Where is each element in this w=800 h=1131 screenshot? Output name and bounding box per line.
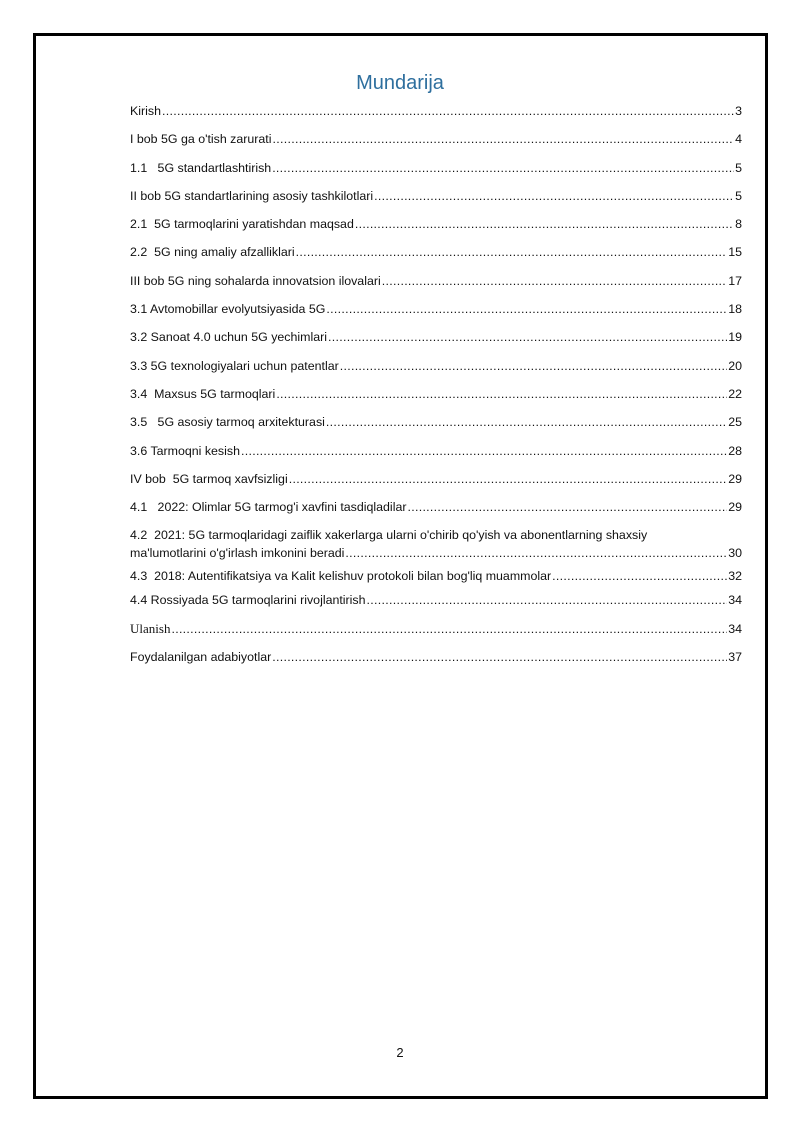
- toc-entry-3-3[interactable]: [130, 356, 742, 384]
- toc-entry-4-3[interactable]: [130, 561, 742, 590]
- page-number: 2: [396, 1045, 404, 1060]
- toc-entry-3-5[interactable]: [130, 412, 742, 440]
- toc-entry-3-6[interactable]: [130, 441, 742, 469]
- toc-entry-page: 18: [728, 302, 742, 317]
- dot-leader: [273, 131, 735, 147]
- toc-entry-label: 1.1 5G standartlashtirish: [130, 160, 272, 175]
- toc-entry-label-line2: ma'lumotlarini o'g'irlash imkonini beradi: [130, 546, 345, 561]
- toc-entry-page: 29: [728, 471, 742, 486]
- toc-entry-page: 4: [735, 132, 742, 147]
- toc-entry-label: 3.4 Maxsus 5G tarmoqlari: [130, 386, 276, 401]
- toc-entry-page: 37: [728, 650, 742, 665]
- toc-entry-adabiyotlar[interactable]: [130, 647, 742, 675]
- toc-entry-page: 25: [728, 415, 742, 430]
- toc-entry-4-1[interactable]: [130, 497, 742, 525]
- dot-leader: [374, 188, 734, 204]
- toc-entry-page: 5: [735, 188, 742, 203]
- toc-entry-label: III bob 5G ning sohalarda innovatsion ilovalari: [130, 273, 381, 288]
- toc-entry-chapter-3[interactable]: [130, 271, 742, 299]
- toc-entry-page: 30: [728, 546, 742, 561]
- toc-entry-label: 4.4 Rossiyada 5G tarmoqlarini rivojlantirish: [130, 593, 366, 608]
- toc-entry-page: 28: [728, 443, 742, 458]
- dot-leader: [276, 386, 727, 402]
- dot-leader: [340, 358, 727, 374]
- toc-entry-kirish[interactable]: [130, 101, 742, 129]
- toc-entry-label: 4.1 2022: Olimlar 5G tarmog'i xavfini tasdiqladilar: [130, 500, 407, 515]
- toc-entry-label: 3.1 Avtomobillar evolyutsiyasida 5G: [130, 302, 326, 317]
- toc-entry-chapter-1[interactable]: [130, 129, 742, 157]
- toc-entry-4-4[interactable]: [130, 590, 742, 618]
- toc-entry-label: IV bob 5G tarmoq xavfsizligi: [130, 471, 288, 486]
- toc-entry-label: 2.1 5G tarmoqlarini yaratishdan maqsad: [130, 217, 354, 232]
- dot-leader: [241, 443, 727, 459]
- toc-entry-3-2[interactable]: [130, 327, 742, 355]
- toc-entry-page: 5: [735, 160, 742, 175]
- toc-entry-label: 3.5 5G asosiy tarmoq arxitekturasi: [130, 415, 325, 430]
- toc-entry-page: 3: [735, 104, 742, 118]
- dot-leader: [272, 649, 727, 665]
- toc-entry-page: 8: [735, 217, 742, 232]
- toc-entry-label: 3.2 Sanoat 4.0 uchun 5G yechimlari: [130, 330, 327, 345]
- toc-entry-label: 2.2 5G ning amaliy afzalliklari: [130, 245, 295, 260]
- toc-entry-ulanish[interactable]: [130, 619, 742, 647]
- toc-entry-4-2[interactable]: [130, 525, 742, 561]
- toc-entry-label: II bob 5G standartlarining asosiy tashkilotlari: [130, 188, 374, 203]
- toc-entry-page: 20: [728, 358, 742, 373]
- toc-entry-label: 3.3 5G texnologiyalari uchun patentlar: [130, 358, 339, 373]
- toc-entry-label: Foydalanilgan adabiyotlar: [130, 650, 272, 665]
- table-of-contents: [130, 101, 742, 675]
- toc-entry-page: 32: [728, 569, 742, 584]
- toc-entry-2-1[interactable]: [130, 214, 742, 242]
- toc-entry-3-4[interactable]: [130, 384, 742, 412]
- dot-leader: [552, 568, 727, 584]
- toc-entry-page: 15: [728, 245, 742, 260]
- dot-leader: [407, 499, 727, 515]
- dot-leader: [289, 471, 728, 487]
- dot-leader: [355, 216, 734, 232]
- dot-leader: [367, 592, 728, 608]
- toc-entry-page: 19: [728, 330, 742, 345]
- toc-entry-label: 3.6 Tarmoqni kesish: [130, 443, 240, 458]
- toc-entry-3-1[interactable]: [130, 299, 742, 327]
- dot-leader: [328, 329, 727, 345]
- toc-entry-2-2[interactable]: [130, 242, 742, 270]
- toc-entry-label: I bob 5G ga o'tish zarurati: [130, 132, 272, 147]
- dot-leader: [296, 244, 728, 260]
- toc-title: Mundarija: [356, 72, 444, 94]
- toc-entry-label: 4.3 2018: Autentifikatsiya va Kalit kelishuv protokoli bilan bog'liq muammolar: [130, 569, 552, 584]
- toc-entry-chapter-4[interactable]: [130, 469, 742, 497]
- dot-leader: [162, 103, 734, 119]
- toc-entry-label: Ulanish: [130, 620, 171, 636]
- dot-leader: [382, 273, 727, 289]
- dot-leader: [345, 545, 727, 561]
- toc-entry-label: Kirish: [130, 104, 161, 118]
- dot-leader: [326, 301, 727, 317]
- toc-entry-page: 22: [728, 386, 742, 401]
- toc-entry-page: 29: [728, 500, 742, 515]
- dot-leader: [171, 621, 727, 637]
- toc-entry-1-1[interactable]: [130, 158, 742, 186]
- toc-entry-label-line1: 4.2 2021: 5G tarmoqlaridagi zaiflik xakerlarga ularni o'chirib qo'yish va abonentlarning shaxsiy: [130, 528, 648, 543]
- toc-entry-page: 34: [728, 621, 742, 636]
- dot-leader: [272, 160, 734, 176]
- toc-entry-page: 34: [728, 593, 742, 608]
- toc-entry-chapter-2[interactable]: [130, 186, 742, 214]
- toc-entry-page: 17: [728, 273, 742, 288]
- dot-leader: [326, 414, 727, 430]
